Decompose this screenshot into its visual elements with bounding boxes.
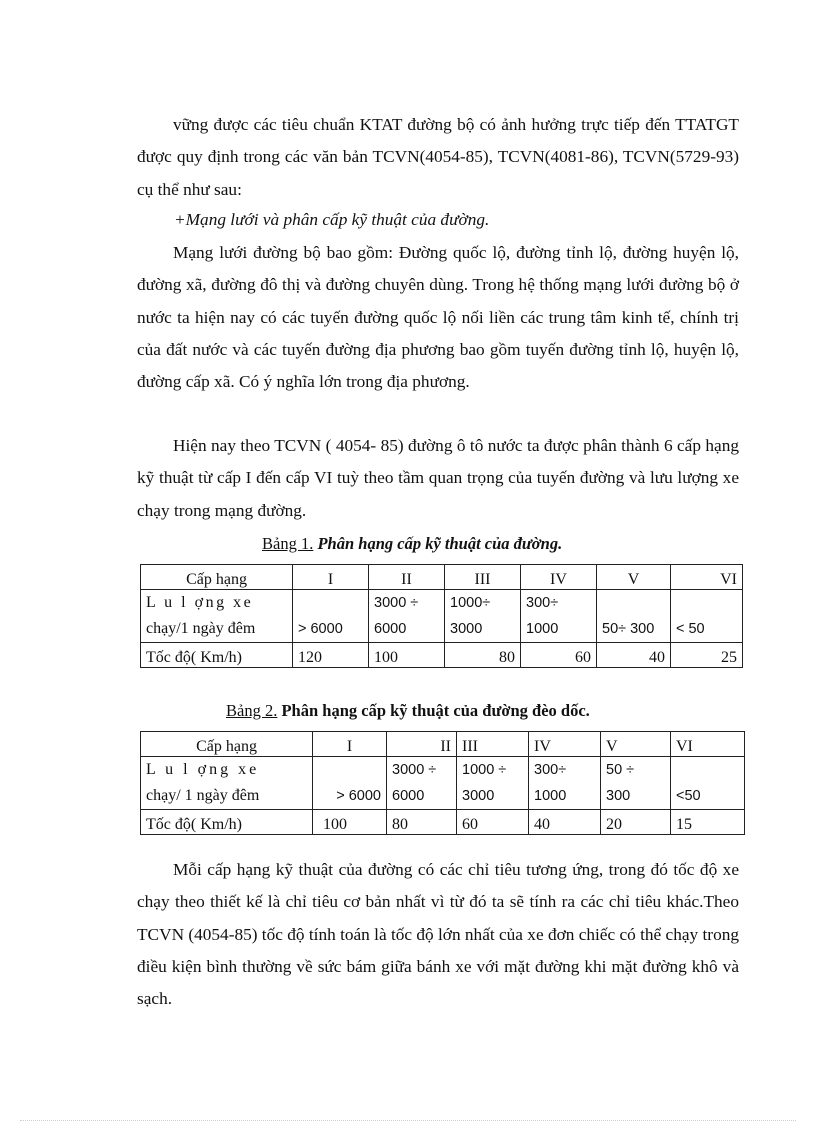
- table-1-title: Phân hạng cấp kỹ thuật của đường.: [317, 534, 563, 553]
- table-2-header-row: [141, 732, 745, 757]
- table-1-label: Bảng 1.: [262, 534, 314, 553]
- table-2-flow-cell: 1000 ÷ 3000: [457, 757, 529, 810]
- paragraph-3: Hiện nay theo TCVN ( 4054- 85) đường ô tô nước ta được phân thành 6 cấp hạng kỹ thuật từ cấp I đến cấp VI tuỳ theo tầm quan trọng của tuyến đường và lưu lượng xe chạy trong mạng đường.: [137, 436, 739, 520]
- table-1: [140, 564, 743, 668]
- table-2-speed-label: Tốc độ( Km/h): [141, 810, 313, 835]
- table-2-flow-cell: <50: [671, 757, 745, 810]
- table-1-flow-cell: < 50: [671, 590, 743, 643]
- table-2-header-cell: V: [601, 732, 671, 757]
- flow-label-top: L u l ợng xe: [146, 761, 260, 778]
- table-1-header-cell: I: [293, 565, 369, 590]
- table-2-flow-row: [141, 757, 745, 810]
- table-1-speed-row: [141, 643, 743, 668]
- page-bottom-rule: [20, 1120, 796, 1121]
- table-1-header-row: [141, 565, 743, 590]
- table-1-flow-cell: > 6000: [293, 590, 369, 643]
- table-1-speed-cell: 25: [671, 643, 743, 668]
- table-2-speed-cell: 60: [457, 810, 529, 835]
- table-2-speed-cell: 80: [387, 810, 457, 835]
- table-1-flow-cell: 3000 ÷ 6000: [369, 590, 445, 643]
- table-1-speed-cell: 100: [369, 643, 445, 668]
- table-2-flow-cell: 3000 ÷ 6000: [387, 757, 457, 810]
- table-1-flow-row: [141, 590, 743, 643]
- table-2-speed-cell: 15: [671, 810, 745, 835]
- table-1-header-cell: IV: [521, 565, 597, 590]
- table-1-flow-label: [141, 590, 293, 643]
- table-1-header-cell: III: [445, 565, 521, 590]
- table-2-header-cell: I: [313, 732, 387, 757]
- table-1-speed-label: Tốc độ( Km/h): [141, 643, 293, 668]
- table-2-speed-cell: 40: [529, 810, 601, 835]
- paragraph-1: vững được các tiêu chuẩn KTAT đường bộ có ảnh hưởng trực tiếp đến TTATGT được quy định trong các văn bản TCVN(4054-85), TCVN(4081-86), TCVN(5729-93) cụ thể như sau:: [137, 115, 739, 199]
- table-2-speed-row: [141, 810, 745, 835]
- table-2-label: Bảng 2.: [226, 701, 278, 720]
- table-2-header-cell: II: [387, 732, 457, 757]
- table-2-flow-cell: > 6000: [313, 757, 387, 810]
- table-1-flow-cell: 300÷ 1000: [521, 590, 597, 643]
- paragraph-4: Mỗi cấp hạng kỹ thuật của đường có các chỉ tiêu tương ứng, trong đó tốc độ xe chạy theo thiết kế là chỉ tiêu cơ bản nhất vì từ đó ta sẽ tính ra các chỉ tiêu khác.Theo TCVN (4054-85) tốc độ tính toán là tốc độ lớn nhất của xe đơn chiếc có thể chạy trong điều kiện bình thường về sức bám giữa bánh xe với mặt đường khi mặt đường khô và sạch.: [137, 860, 739, 1009]
- table-2-header-cell: III: [457, 732, 529, 757]
- table-2-flow-label: [141, 757, 313, 810]
- table-1-flow-cell: 1000÷ 3000: [445, 590, 521, 643]
- table-2: [140, 731, 745, 835]
- paragraph-2: Mạng lưới đường bộ bao gồm: Đường quốc lộ, đường tỉnh lộ, đường huyện lộ, đường xã, đường đô thị và đường chuyên dùng. Trong hệ thống mạng lưới đường bộ ở nước ta hiện nay có các tuyến đường quốc lộ nối liền các trung tâm kinh tế, chính trị của đất nước và các tuyến đường địa phương bao gồm tuyến đường tỉnh lộ, huyện lộ, đường cấp xã. Có ý nghĩa lớn trong địa phương.: [137, 243, 739, 392]
- table-1-flow-cell: 50÷ 300: [597, 590, 671, 643]
- table-1-speed-cell: 120: [293, 643, 369, 668]
- table-2-header-cell: Cấp hạng: [141, 732, 313, 757]
- table-1-speed-cell: 60: [521, 643, 597, 668]
- table-1-caption: [262, 534, 562, 554]
- table-2-flow-cell: 50 ÷ 300: [601, 757, 671, 810]
- table-2-header-cell: IV: [529, 732, 601, 757]
- table-2-header-cell: VI: [671, 732, 745, 757]
- table-2-speed-cell: 20: [601, 810, 671, 835]
- flow-label-bottom: chạy/ 1 ngày đêm: [146, 787, 260, 804]
- table-2-title: Phân hạng cấp kỹ thuật của đường đèo dốc.: [281, 701, 590, 720]
- table-1-speed-cell: 80: [445, 643, 521, 668]
- table-2-flow-cell: 300÷ 1000: [529, 757, 601, 810]
- table-1-header-cell: II: [369, 565, 445, 590]
- flow-label-bottom: chạy/1 ngày đêm: [146, 620, 256, 637]
- table-1-header-cell: VI: [671, 565, 743, 590]
- table-1-header-cell: V: [597, 565, 671, 590]
- table-1-speed-cell: 40: [597, 643, 671, 668]
- flow-label-top: L u l ợng xe: [146, 594, 254, 611]
- table-2-caption: [226, 701, 590, 721]
- bullet-network: +Mạng lưới và phân cấp kỹ thuật của đường.: [174, 210, 490, 229]
- table-2-speed-cell: 100: [313, 810, 387, 835]
- table-1-header-cell: Cấp hạng: [141, 565, 293, 590]
